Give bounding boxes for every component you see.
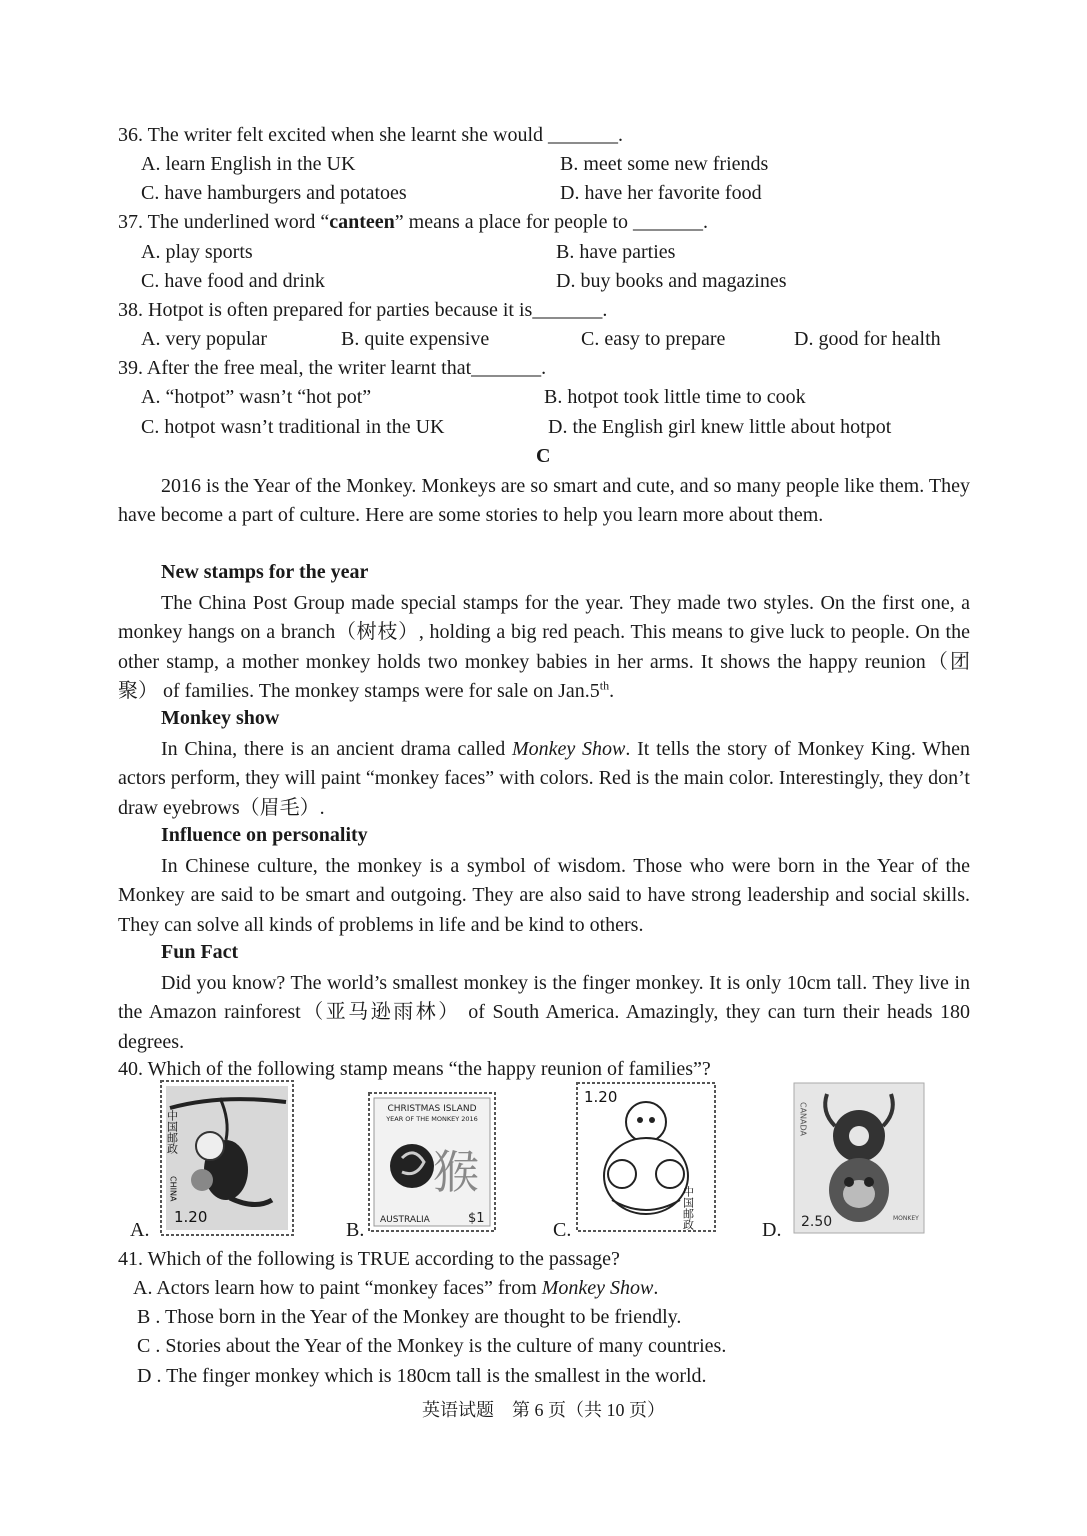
question-37-option-b: B. have parties xyxy=(556,241,676,263)
question-38-option-d: D. good for health xyxy=(794,328,941,350)
stamp-c-country: 中国邮政 xyxy=(681,1186,695,1230)
stamp-b-country: AUSTRALIA xyxy=(380,1215,430,1225)
stamp-a-value: 1.20 xyxy=(174,1208,208,1226)
paragraph-monkey-show: In China, there is an ancient drama called Monkey Show. It tells the story of Monkey King. When actors perform, they will paint “monkey faces” with colors. Red is the main color. Interestingly, they don’t draw eyebrows（眉毛）. xyxy=(118,738,970,819)
svg-text:猴: 猴 xyxy=(433,1145,479,1199)
question-38-stem: 38. Hotpot is often prepared for parties because it is_______. xyxy=(118,299,608,321)
question-37-option-a: A. play sports xyxy=(141,241,253,263)
question-36-option-c: C. have hamburgers and potatoes xyxy=(141,182,407,204)
question-41-option-c: C . Stories about the Year of the Monkey is the culture of many countries. xyxy=(137,1335,727,1357)
question-37-option-d: D. buy books and magazines xyxy=(556,270,787,292)
stamp-d-caption: MONKEY xyxy=(893,1215,919,1222)
stamp-a-country-en: CHINA xyxy=(168,1176,178,1202)
question-41-option-b: B . Those born in the Year of the Monkey are thought to be friendly. xyxy=(137,1306,682,1328)
question-41-stem: 41. Which of the following is TRUE according to the passage? xyxy=(118,1248,620,1270)
stamp-a-monkey-on-branch xyxy=(160,1080,294,1236)
question-37-stem: 37. The underlined word “canteen” means a place for people to _______. xyxy=(118,211,709,233)
question-36-option-a: A. learn English in the UK xyxy=(141,153,356,175)
stamp-label-b: B. xyxy=(346,1219,365,1241)
section-letter: C xyxy=(536,445,551,467)
question-39-option-b: B. hotpot took little time to cook xyxy=(544,386,806,408)
question-38-option-a: A. very popular xyxy=(141,328,268,350)
stamp-d-canada-monkey-king xyxy=(793,1082,925,1234)
stamp-label-d: D. xyxy=(762,1219,782,1241)
stamp-d-value: 2.50 xyxy=(801,1214,833,1230)
stamp-label-c: C. xyxy=(553,1219,572,1241)
stamp-b-title-1: CHRISTMAS ISLAND xyxy=(387,1104,477,1114)
question-39-stem: 39. After the free meal, the writer learnt that_______. xyxy=(118,357,547,379)
stamp-c-value: 1.20 xyxy=(584,1088,618,1106)
question-39-option-c: C. hotpot wasn’t traditional in the UK xyxy=(141,416,445,438)
intro-paragraph: 2016 is the Year of the Monkey. Monkeys are so smart and cute, and so many people like them. They have become a part of culture. Here are some stories to help you learn more about them. xyxy=(118,475,970,527)
paragraph-fun-fact: Did you know? The world’s smallest monkey is the finger monkey. It is only 10cm tall. They live in the Amazon rainforest（亚马逊雨林） of South America. Amazingly, they can turn their heads 180 degrees. xyxy=(118,972,970,1053)
question-38-option-b: B. quite expensive xyxy=(341,328,490,350)
question-39-option-a: A. “hotpot” wasn’t “hot pot” xyxy=(141,386,372,408)
question-41-option-a: A. Actors learn how to paint “monkey faces” from Monkey Show. xyxy=(133,1277,659,1299)
stamp-label-a: A. xyxy=(130,1219,150,1241)
heading-monkey-show: Monkey show xyxy=(161,707,280,729)
paragraph-personality: In Chinese culture, the monkey is a symbol of wisdom. Those who were born in the Year of the Monkey are said to be smart and outgoing. They are also said to have strong leadership and social skills. They can solve all kinds of problems in life and be kind to others. xyxy=(118,855,970,936)
question-37-option-c: C. have food and drink xyxy=(141,270,325,292)
question-38-option-c: C. easy to prepare xyxy=(581,328,726,350)
page-footer: 英语试题 第 6 页（共 10 页） xyxy=(422,1400,665,1420)
stamp-b-christmas-island xyxy=(368,1092,496,1232)
underlined-word: canteen xyxy=(329,211,395,233)
paragraph-new-stamps: The China Post Group made special stamps for the year. They made two styles. On the first one, a monkey hangs on a branch（树枝）, holding a big red peach. This means to give luck to people. On the other stamp, a mother monkey holds two monkey babies in her arms. It shows the happy reunion（团聚） of families. The monkey stamps were for sale on Jan.5th. xyxy=(118,592,970,702)
heading-new-stamps: New stamps for the year xyxy=(161,561,369,583)
question-36-option-b: B. meet some new friends xyxy=(560,153,769,175)
stamp-a-country: 中国邮政 xyxy=(165,1110,179,1154)
heading-personality: Influence on personality xyxy=(161,824,368,846)
stamp-c-mother-and-babies xyxy=(576,1082,716,1232)
stamp-b-title-2: YEAR OF THE MONKEY 2016 xyxy=(386,1115,478,1123)
question-39-option-d: D. the English girl knew little about hotpot xyxy=(548,416,892,438)
question-41-option-d: D . The finger monkey which is 180cm tall is the smallest in the world. xyxy=(137,1365,707,1387)
question-40-stem: 40. Which of the following stamp means “the happy reunion of families”? xyxy=(118,1058,711,1080)
stamp-d-country: CANADA xyxy=(798,1102,808,1137)
heading-fun-fact: Fun Fact xyxy=(161,941,239,963)
stamp-b-value: $1 xyxy=(468,1211,485,1226)
question-36-stem: 36. The writer felt excited when she learnt she would _______. xyxy=(118,124,624,146)
question-36-option-d: D. have her favorite food xyxy=(560,182,762,204)
